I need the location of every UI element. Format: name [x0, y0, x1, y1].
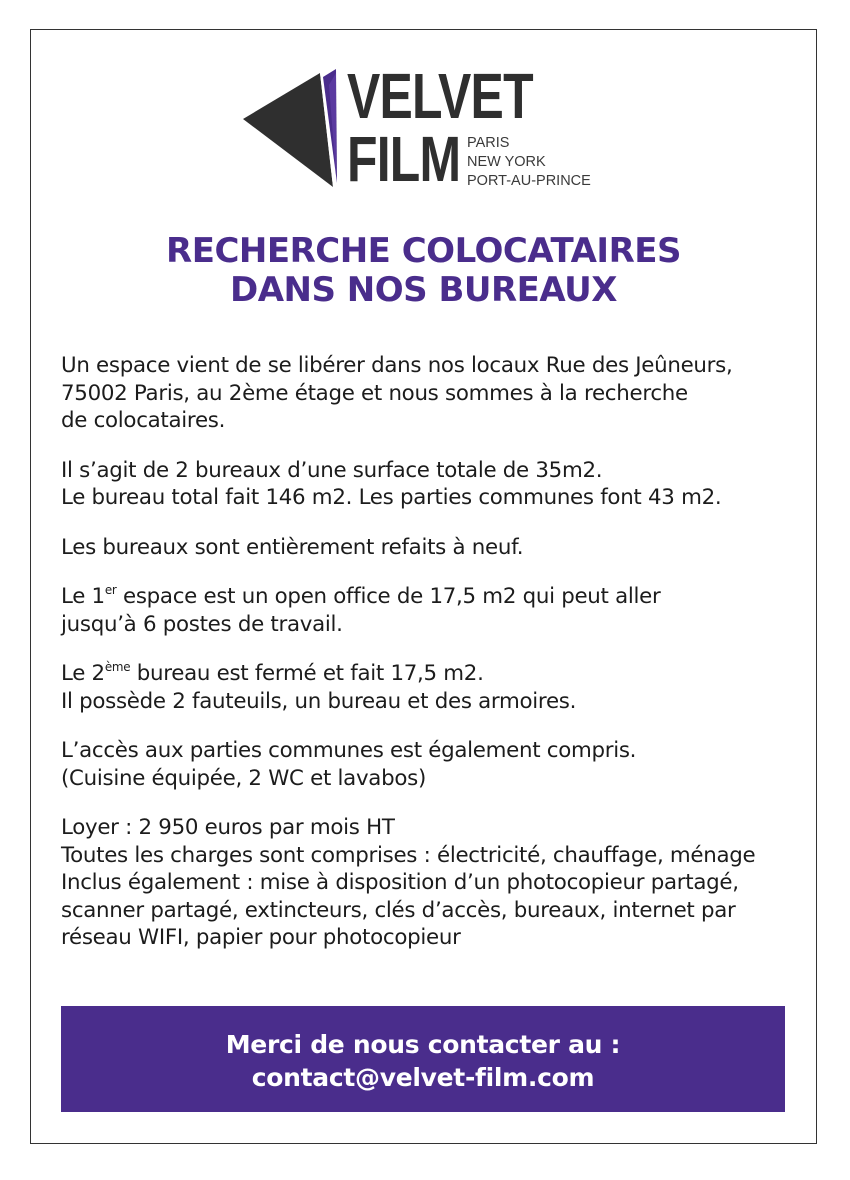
superscript: ème [104, 660, 131, 674]
contact-banner [61, 1006, 785, 1112]
city-new-york: NEW YORK [467, 154, 546, 170]
title-line-2: DANS NOS BUREAUX [229, 270, 618, 310]
logo-word-film: FILM [347, 123, 461, 195]
logo-cities [467, 134, 591, 191]
velvet-film-logo [243, 60, 613, 195]
paragraph-intro [61, 352, 801, 435]
superscript: er [104, 583, 117, 597]
text-line: Il s’agit de 2 bureaux d’une surface totale de 35m2. [61, 457, 603, 483]
text-line: scanner partagé, extincteurs, clés d’accès, bureaux, internet par [61, 897, 736, 923]
text-line: L’accès aux parties communes est également compris. [61, 738, 637, 763]
text-line: 75002 Paris, au 2ème étage et nous sommes à la recherche [61, 380, 688, 406]
text-line [61, 583, 796, 611]
text-line: jusqu’à 6 postes de travail. [61, 611, 343, 637]
text-fragment: Le 2 [61, 661, 105, 686]
city-port-au-prince: PORT-AU-PRINCE [467, 173, 591, 189]
paragraph-terms [61, 814, 801, 952]
title-line-1: RECHERCHE COLOCATAIRES [166, 231, 681, 271]
text-line: Le bureau total fait 146 m2. Les parties communes font 43 m2. [61, 485, 722, 510]
page-title [30, 232, 817, 310]
contact-prompt: Merci de nous contacter au : [225, 1030, 621, 1059]
logo-word-velvet: VELVET [347, 60, 533, 132]
announcement-body [61, 352, 801, 974]
text-line: Les bureaux sont entièrement refaits à neuf. [61, 534, 524, 560]
paragraph-common-areas [61, 737, 801, 792]
triangle-logo-icon [243, 65, 348, 195]
text-line: Un espace vient de se libérer dans nos locaux Rue des Jeûneurs, [61, 353, 733, 378]
paragraph-space-2 [61, 660, 801, 715]
paragraph-space-1 [61, 583, 801, 638]
paragraph-surface [61, 457, 801, 512]
text-fragment: bureau est fermé et fait 17,5 m2. [130, 661, 484, 686]
text-fragment: espace est un open office de 17,5 m2 qui peut aller [116, 584, 661, 609]
paragraph-renovation [61, 534, 801, 562]
text-line: Inclus également : mise à disposition d’un photocopieur partagé, [61, 870, 739, 895]
text-line [61, 660, 796, 688]
text-line: Toutes les charges sont comprises : électricité, chauffage, ménage [61, 842, 756, 868]
text-fragment: Le 1 [61, 584, 105, 609]
text-line: Loyer : 2 950 euros par mois HT [61, 815, 395, 840]
text-line: Il possède 2 fauteuils, un bureau et des armoires. [61, 688, 577, 714]
text-line: réseau WIFI, papier pour photocopieur [61, 925, 461, 950]
text-line: (Cuisine équipée, 2 WC et lavabos) [61, 765, 426, 791]
contact-email[interactable]: contact@velvet-film.com [251, 1063, 595, 1092]
text-line: de colocataires. [61, 408, 226, 433]
city-paris: PARIS [467, 135, 510, 151]
